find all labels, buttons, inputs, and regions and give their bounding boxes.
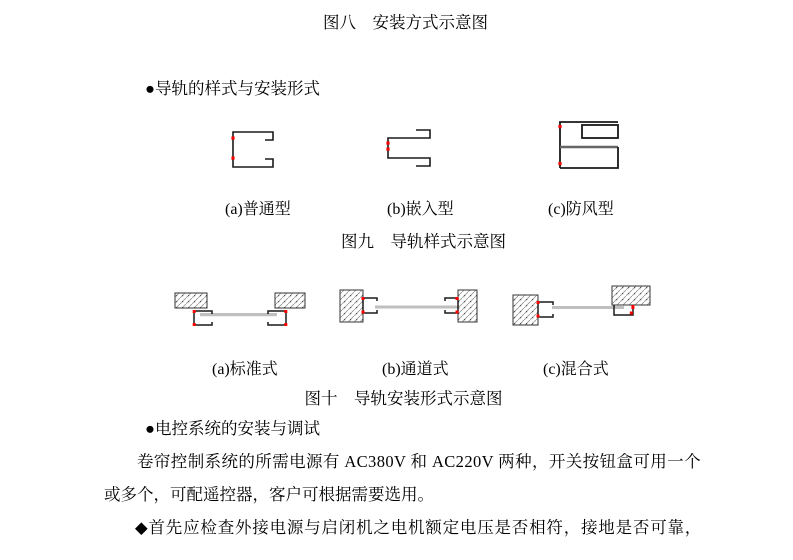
- mount-mark: [284, 310, 287, 313]
- rail-label-c: (c)防风型: [548, 201, 614, 218]
- rail-channel: [538, 302, 553, 317]
- wall-block: [458, 290, 477, 322]
- mount-mark: [456, 297, 459, 300]
- wall-block: [175, 293, 207, 308]
- mount-mark: [362, 297, 365, 300]
- install-label-a: (a)标准式: [212, 361, 278, 378]
- section-heading-rail-styles: ●导轨的样式与安装形式: [145, 79, 320, 98]
- wall-block: [275, 293, 305, 308]
- wall-block: [340, 290, 363, 322]
- mount-mark: [193, 310, 196, 313]
- rail-normal-diagram: [228, 126, 280, 174]
- rail-label-b: (b)嵌入型: [387, 201, 454, 218]
- figure10-caption: 图十 导轨安装形式示意图: [304, 389, 503, 408]
- install-label-b: (b)通道式: [382, 361, 449, 378]
- install-standard-diagram: [168, 286, 313, 332]
- mount-mark: [386, 142, 389, 145]
- install-mixed-diagram: [506, 284, 656, 332]
- mount-mark: [537, 301, 540, 304]
- mount-mark: [631, 305, 634, 309]
- install-label-c: (c)混合式: [543, 361, 609, 378]
- mount-mark: [558, 125, 561, 128]
- mount-mark: [558, 162, 561, 165]
- note-line: ◆首先应检查外接电源与启闭机之电机额定电压是否相符，接地是否可靠，: [135, 518, 703, 537]
- mount-mark: [193, 323, 196, 326]
- rail-windproof-diagram: [555, 118, 623, 174]
- mount-mark: [386, 148, 389, 151]
- figure9-caption: 图九 导轨样式示意图: [341, 232, 506, 251]
- paragraph-line-1: 卷帘控制系统的所需电源有 AC380V 和 AC220V 两种，开关按钮盒可用一个: [137, 452, 701, 471]
- wall-block: [612, 286, 650, 305]
- install-channel-diagram: [336, 286, 481, 328]
- paragraph-line-2: 或多个，可配遥控器，客户可根据需要选用。: [104, 485, 434, 504]
- mount-mark: [537, 315, 540, 318]
- mount-mark: [231, 157, 234, 160]
- mount-mark: [630, 312, 633, 315]
- mount-mark: [362, 311, 365, 314]
- rail-channel: [363, 298, 377, 313]
- page-title: 图八 安装方式示意图: [323, 13, 488, 32]
- mount-mark: [231, 137, 234, 140]
- shutter-slat: [375, 306, 460, 309]
- mount-mark: [284, 323, 287, 326]
- rail-embedded-diagram: [384, 126, 436, 172]
- rail-label-a: (a)普通型: [225, 201, 291, 218]
- section-heading-electric-control: ●电控系统的安装与调试: [145, 419, 320, 438]
- shutter-slat: [552, 306, 624, 309]
- mount-mark: [456, 311, 459, 314]
- wall-block: [513, 295, 538, 325]
